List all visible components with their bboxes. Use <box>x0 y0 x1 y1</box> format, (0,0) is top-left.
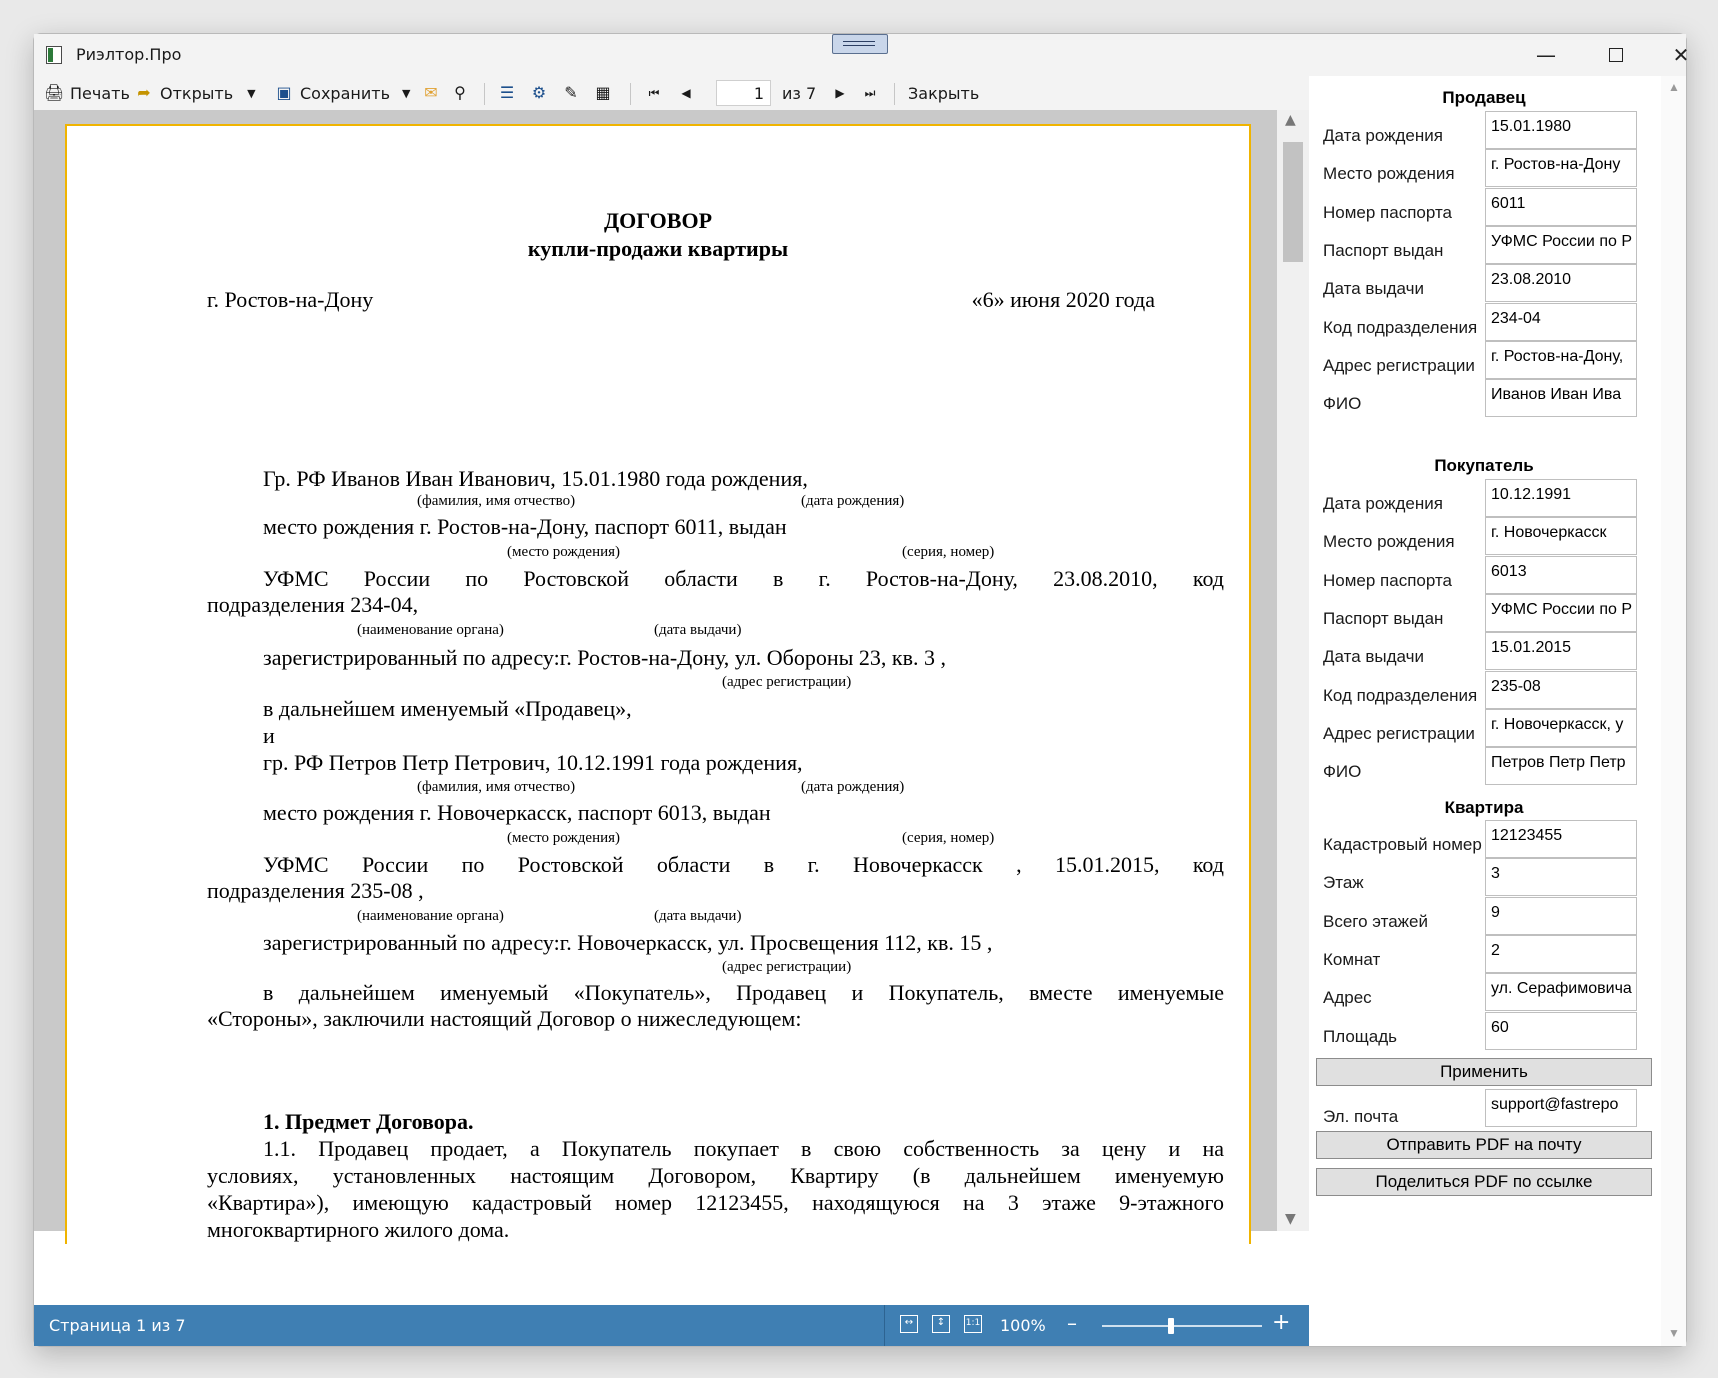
edit-button[interactable] <box>561 76 587 110</box>
seller-field[interactable]: 23.08.2010 <box>1485 264 1637 302</box>
doc-line: «Стороны», заключили настоящий Договор о нижеследующем: <box>207 1006 802 1031</box>
doc-hint: (наименование органа) <box>357 622 504 638</box>
doc-line: в дальнейшем именуемый «Покупатель», Продавец и Покупатель, вместе именуемые <box>263 980 1224 1005</box>
scroll-down-icon[interactable]: ▼ <box>1668 1326 1680 1340</box>
first-page-icon: ⏮ <box>648 86 660 100</box>
seller-label: ФИО <box>1323 394 1362 414</box>
page-number-input[interactable]: 1 <box>716 80 771 106</box>
doc-line: подразделения 235-08 , <box>207 878 424 903</box>
maximize-button[interactable] <box>1581 34 1651 76</box>
doc-subtitle: купли-продажи квартиры <box>527 236 789 261</box>
doc-title: ДОГОВОР <box>603 208 713 233</box>
open-dropdown-icon[interactable]: ▼ <box>247 86 256 100</box>
flat-field[interactable]: 2 <box>1485 935 1637 973</box>
doc-hint: (место рождения) <box>507 544 621 560</box>
save-label: Сохранить <box>300 83 390 103</box>
flat-field[interactable]: 60 <box>1485 1012 1637 1050</box>
doc-hint: (серия, номер) <box>902 544 995 560</box>
panel-scrollbar[interactable] <box>1661 76 1686 1346</box>
send-pdf-button[interactable]: Отправить PDF на почту <box>1316 1131 1652 1159</box>
last-page-button[interactable] <box>860 76 886 110</box>
viewer-scrollbar[interactable] <box>1277 110 1309 1231</box>
doc-hint: (место рождения) <box>507 830 621 846</box>
doc-line: многоквартирного жилого дома. <box>207 1217 510 1242</box>
buyer-field[interactable]: 15.01.2015 <box>1485 632 1637 670</box>
drag-grip-icon[interactable] <box>832 34 888 54</box>
scroll-thumb[interactable] <box>1283 142 1303 262</box>
page-setup-button[interactable] <box>529 76 555 110</box>
seller-label: Номер паспорта <box>1323 202 1453 222</box>
flat-label: Кадастровый номер <box>1323 835 1482 854</box>
window-title: Риэлтор.Про <box>76 45 182 64</box>
scroll-down-icon[interactable]: ▼ <box>1285 1211 1296 1227</box>
seller-label: Паспорт выдан <box>1323 240 1444 260</box>
buyer-label: Код подразделения <box>1323 685 1478 705</box>
first-page-button[interactable] <box>644 76 670 110</box>
buyer-label: ФИО <box>1323 762 1362 782</box>
email-field[interactable]: support@fastrepo <box>1485 1089 1637 1127</box>
flat-heading: Квартира <box>1444 798 1524 817</box>
doc-city: г. Ростов-на-Дону <box>207 287 374 312</box>
seller-label: Дата рождения <box>1323 126 1443 145</box>
open-button[interactable] <box>134 76 256 110</box>
page-count: из 7 <box>782 83 817 103</box>
doc-hint: (фамилия, имя отчество) <box>417 493 576 509</box>
doc-line: 1.1. Продавец продает, а Покупатель покупает в свою собственность за цену и на <box>263 1136 1224 1161</box>
app-window <box>33 33 1690 1347</box>
floppy-disk-icon: ▣ <box>276 83 292 102</box>
doc-line: «Квартира»), имеющую кадастровый номер 12123455, находящуюся на 3 этаже 9-этажного <box>207 1190 1224 1215</box>
doc-hint: (адрес регистрации) <box>722 674 852 690</box>
share-pdf-button[interactable]: Поделиться PDF по ссылке <box>1316 1168 1652 1196</box>
buyer-field[interactable]: 10.12.1991 <box>1485 479 1637 517</box>
status-bar <box>34 1305 1309 1346</box>
zoom-percent: 100% <box>1000 1316 1046 1335</box>
page-settings-icon: ⚙ <box>531 83 547 102</box>
grid-page-icon: ▦ <box>595 83 611 102</box>
page-status: Страница 1 из 7 <box>49 1316 186 1335</box>
minimize-button[interactable]: — <box>1536 43 1556 67</box>
seller-field[interactable]: УФМС России по Р <box>1485 226 1637 264</box>
doc-hint: (дата рождения) <box>801 779 905 795</box>
print-button[interactable] <box>44 76 130 110</box>
flat-field[interactable]: 12123455 <box>1485 820 1637 858</box>
document-page <box>65 124 1251 1244</box>
section-heading: 1. Предмет Договора. <box>263 1109 474 1134</box>
seller-heading: Продавец <box>1442 88 1526 107</box>
doc-line: условиях, установленных настоящим Договором, Квартиру (в дальнейшем именуемую <box>207 1163 1224 1188</box>
doc-line: в дальнейшем именуемый «Продавец», <box>263 696 632 721</box>
zoom-slider[interactable] <box>1102 1325 1262 1327</box>
envelope-icon: ✉ <box>424 83 438 102</box>
properties-panel <box>1309 76 1686 1346</box>
buyer-label: Паспорт выдан <box>1323 608 1444 628</box>
outline-button[interactable] <box>497 76 523 110</box>
close-window-button[interactable]: ✕ <box>1672 43 1690 67</box>
doc-date: «6» июня 2020 года <box>971 287 1155 312</box>
fit-page-icon[interactable]: ↕ <box>932 1315 950 1333</box>
title-bar[interactable] <box>34 34 1690 76</box>
buyer-label: Номер паспорта <box>1323 570 1453 590</box>
prev-page-icon: ◀ <box>681 86 691 100</box>
flat-field[interactable]: ул. Серафимовича <box>1485 973 1637 1011</box>
doc-line: УФМС России по Ростовской области в г. Новочеркасск , 15.01.2015, код <box>263 852 1224 877</box>
watermark-button[interactable] <box>593 76 619 110</box>
doc-hint: (дата выдачи) <box>654 908 742 924</box>
email-label: Эл. почта <box>1323 1107 1399 1126</box>
toolbar <box>34 76 1309 110</box>
email-button[interactable] <box>421 76 447 110</box>
buyer-label: Дата выдачи <box>1323 647 1424 667</box>
doc-hint: (адрес регистрации) <box>722 959 852 975</box>
seller-label: Код подразделения <box>1323 317 1478 337</box>
save-dropdown-icon[interactable]: ▼ <box>402 86 411 100</box>
next-page-button[interactable] <box>830 76 856 110</box>
flat-label: Площадь <box>1323 1026 1398 1046</box>
seller-field[interactable]: 234-04 <box>1485 303 1637 341</box>
buyer-field[interactable]: г. Новочеркасск, у <box>1485 709 1637 747</box>
buyer-field[interactable]: УФМС России по Р <box>1485 594 1637 632</box>
open-label: Открыть <box>160 83 234 103</box>
printer-icon: 🖨 <box>44 83 65 102</box>
apply-button[interactable]: Применить <box>1316 1058 1652 1086</box>
doc-line: УФМС России по Ростовской области в г. Ростов-на-Дону, 23.08.2010, код <box>263 566 1224 591</box>
doc-line: место рождения г. Ростов-на-Дону, паспорт 6011, выдан <box>263 514 787 539</box>
doc-line: подразделения 234-04, <box>207 592 419 617</box>
doc-line: место рождения г. Новочеркасск, паспорт 6013, выдан <box>263 800 771 825</box>
prev-page-button[interactable] <box>676 76 702 110</box>
document-viewer[interactable] <box>34 110 1309 1242</box>
print-label: Печать <box>70 83 130 103</box>
search-icon: ⚲ <box>454 83 466 102</box>
seller-label: Дата выдачи <box>1323 279 1424 299</box>
flat-field[interactable]: 3 <box>1485 858 1637 896</box>
buyer-label: Адрес регистрации <box>1323 723 1475 743</box>
scroll-up-icon[interactable]: ▲ <box>1668 80 1680 94</box>
doc-line: и <box>263 723 275 748</box>
seller-field[interactable]: 15.01.1980 <box>1485 111 1637 149</box>
doc-line: гр. РФ Петров Петр Петрович, 10.12.1991 года рождения, <box>263 750 803 775</box>
doc-hint: (дата выдачи) <box>654 622 742 638</box>
seller-label: Адрес регистрации <box>1323 355 1475 375</box>
zoom-out-icon[interactable]: – <box>1067 1311 1077 1335</box>
buyer-field[interactable]: Петров Петр Петр <box>1485 747 1637 785</box>
flat-field[interactable]: 9 <box>1485 897 1637 935</box>
doc-hint: (серия, номер) <box>902 830 995 846</box>
buyer-label: Дата рождения <box>1323 494 1443 513</box>
next-page-icon: ▶ <box>835 86 845 100</box>
flat-label: Комнат <box>1323 949 1381 969</box>
flat-label: Всего этажей <box>1323 911 1428 931</box>
seller-field[interactable]: г. Ростов-на-Дону <box>1485 149 1637 187</box>
buyer-label: Место рождения <box>1323 532 1455 552</box>
doc-line: зарегистрированный по адресу:г. Ростов-на-Дону, ул. Обороны 23, кв. 3 , <box>263 645 946 670</box>
close-report-button[interactable]: Закрыть <box>908 83 980 103</box>
save-button[interactable] <box>274 76 410 110</box>
edit-page-icon: ✎ <box>564 83 578 102</box>
flat-label: Этаж <box>1323 873 1364 893</box>
find-button[interactable] <box>450 76 476 110</box>
scroll-up-icon[interactable]: ▲ <box>1285 112 1296 128</box>
buyer-field[interactable]: г. Новочеркасск <box>1485 517 1637 555</box>
zoom-in-icon[interactable]: + <box>1272 1310 1291 1335</box>
doc-line: зарегистрированный по адресу:г. Новочеркасск, ул. Просвещения 112, кв. 15 , <box>263 930 993 955</box>
buyer-field[interactable]: 6013 <box>1485 556 1637 594</box>
seller-field[interactable]: Иванов Иван Ива <box>1485 379 1637 417</box>
outline-list-icon: ☰ <box>499 83 515 102</box>
doc-hint: (фамилия, имя отчество) <box>417 779 576 795</box>
last-page-icon: ⏭ <box>864 86 876 100</box>
seller-label: Место рождения <box>1323 164 1455 184</box>
doc-line: Гр. РФ Иванов Иван Иванович, 15.01.1980 года рождения, <box>263 466 808 491</box>
seller-field[interactable]: 6011 <box>1485 188 1637 226</box>
fit-width-icon[interactable]: ↔ <box>900 1315 918 1333</box>
seller-field[interactable]: г. Ростов-на-Дону, <box>1485 341 1637 379</box>
buyer-field[interactable]: 235-08 <box>1485 671 1637 709</box>
open-folder-icon: ➦ <box>137 83 151 102</box>
app-icon <box>46 46 62 64</box>
buyer-heading: Покупатель <box>1434 456 1534 475</box>
zoom-slider-thumb[interactable] <box>1168 1318 1174 1334</box>
actual-size-icon[interactable]: 1:1 <box>964 1315 982 1333</box>
doc-hint: (дата рождения) <box>801 493 905 509</box>
flat-label: Адрес <box>1323 988 1372 1008</box>
doc-hint: (наименование органа) <box>357 908 504 924</box>
